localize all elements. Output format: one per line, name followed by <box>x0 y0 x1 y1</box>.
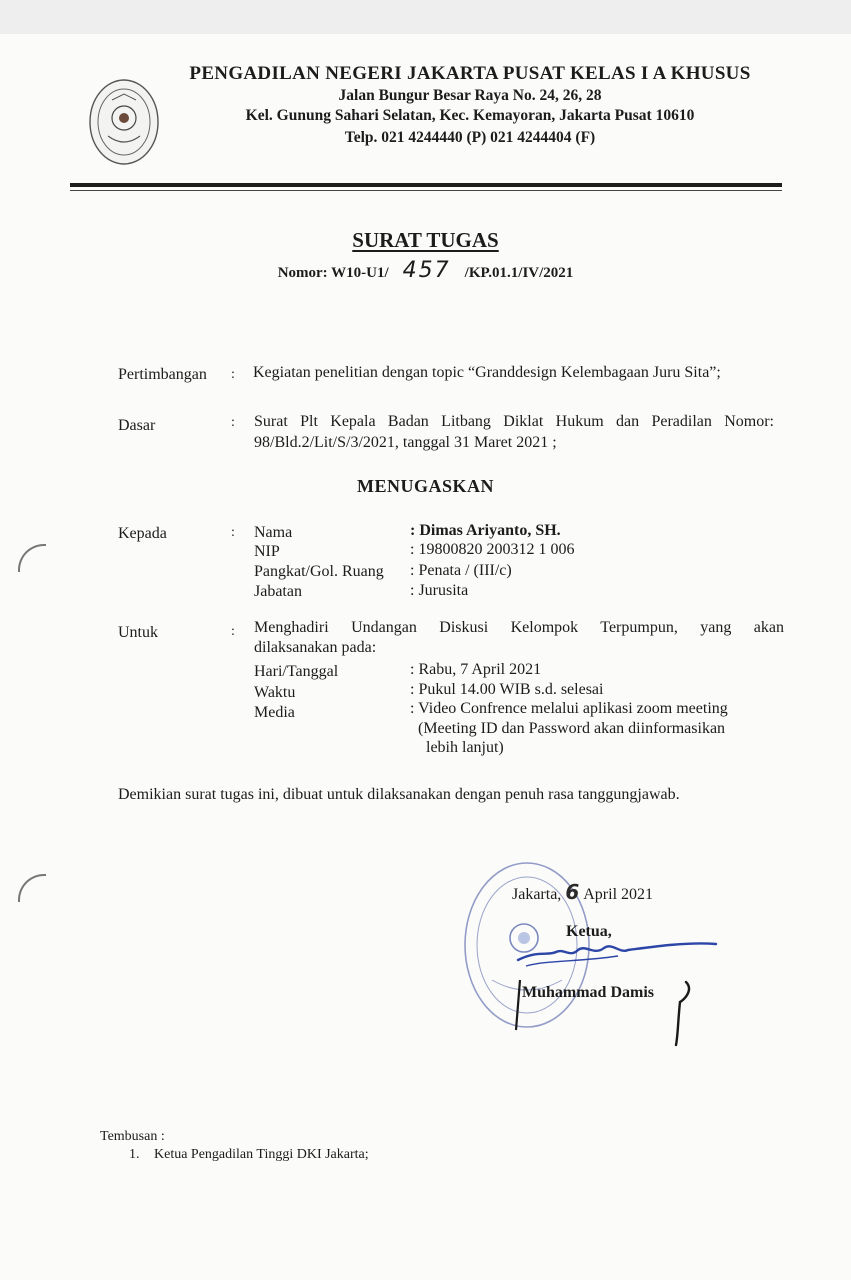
signature-month-year: April 2021 <box>583 886 654 903</box>
media-continuation-2: lebih lanjut) <box>426 739 504 756</box>
waktu-value: : Pukul 14.00 WIB s.d. selesai <box>410 681 604 698</box>
untuk-colon: : <box>231 624 235 639</box>
dasar-text-line2: 98/Bld.2/Lit/S/3/2021, tanggal 31 Maret 2021 ; <box>254 434 557 451</box>
hari-value: : Rabu, 7 April 2021 <box>410 661 542 678</box>
document-page <box>0 34 851 1280</box>
address-line-2: Kel. Gunung Sahari Selatan, Kec. Kemayoran, Jakarta Pusat 10610 <box>245 107 695 124</box>
waktu-key: Waktu <box>254 684 296 701</box>
signature-date <box>512 880 653 904</box>
pertimbangan-text: Kegiatan penelitian dengan topic “Granddesign Kelembagaan Juru Sita”; <box>253 364 721 381</box>
court-logo-icon <box>88 78 160 166</box>
jabatan-value: : Jurusita <box>410 582 469 599</box>
address-line-1: Jalan Bungur Besar Raya No. 24, 26, 28 <box>338 87 602 104</box>
nip-value: : 19800820 200312 1 006 <box>410 541 575 558</box>
media-value: : Video Confrence melalui aplikasi zoom meeting <box>410 700 728 717</box>
pertimbangan-colon: : <box>231 367 235 382</box>
media-continuation-1: (Meeting ID dan Password akan diinformasikan <box>418 720 726 737</box>
document-title <box>0 228 851 253</box>
signature-role: Ketua, <box>566 923 612 940</box>
menugaskan-heading: MENUGASKAN <box>356 476 494 496</box>
signature-place: Jakarta, <box>512 886 562 903</box>
closing-statement: Demikian surat tugas ini, dibuat untuk dilaksanakan dengan penuh rasa tanggungjawab. <box>118 786 680 803</box>
dasar-colon: : <box>231 415 235 430</box>
untuk-text-line2: dilaksanakan pada: <box>254 639 377 656</box>
institution-name: PENGADILAN NEGERI JAKARTA PUSAT KELAS I A KHUSUS <box>189 63 751 84</box>
jabatan-key: Jabatan <box>254 583 302 600</box>
tembusan-label: Tembusan : <box>100 1129 165 1144</box>
document-number <box>0 258 851 283</box>
number-suffix: /KP.01.1/IV/2021 <box>464 265 574 281</box>
nama-value: : Dimas Ariyanto, SH. <box>410 522 561 539</box>
kepada-colon: : <box>231 525 235 540</box>
tembusan-item-text: Ketua Pengadilan Tinggi DKI Jakarta; <box>154 1147 369 1162</box>
phone-line: Telp. 021 4244440 (P) 021 4244404 (F) <box>344 129 596 146</box>
signature-day-handwritten: 6 <box>565 880 580 904</box>
pertimbangan-label: Pertimbangan <box>118 366 207 383</box>
document-title-text: SURAT TUGAS <box>352 228 499 252</box>
number-prefix: Nomor: W10-U1/ <box>277 265 389 281</box>
untuk-text-line1: Menghadiri Undangan Diskusi Kelompok Terpumpun, yang akan <box>254 619 784 636</box>
pangkat-value: : Penata / (III/c) <box>410 562 512 579</box>
nama-key: Nama <box>254 524 293 541</box>
kepada-label: Kepada <box>118 525 167 542</box>
dasar-text-line1: Surat Plt Kepala Badan Litbang Diklat Hukum dan Peradilan Nomor: <box>254 413 774 430</box>
untuk-label: Untuk <box>118 624 158 641</box>
media-key: Media <box>254 704 295 721</box>
header-divider-thin <box>70 190 782 191</box>
pangkat-key: Pangkat/Gol. Ruang <box>254 563 384 580</box>
dasar-label: Dasar <box>118 417 156 434</box>
top-bar <box>0 0 851 34</box>
hari-key: Hari/Tanggal <box>254 663 339 680</box>
tembusan-item-number: 1. <box>129 1147 140 1162</box>
number-handwritten: 457 <box>402 258 451 283</box>
signatory-name: Muhammad Damis <box>522 984 655 1001</box>
nip-key: NIP <box>254 543 280 560</box>
header-divider-thick <box>70 183 782 187</box>
